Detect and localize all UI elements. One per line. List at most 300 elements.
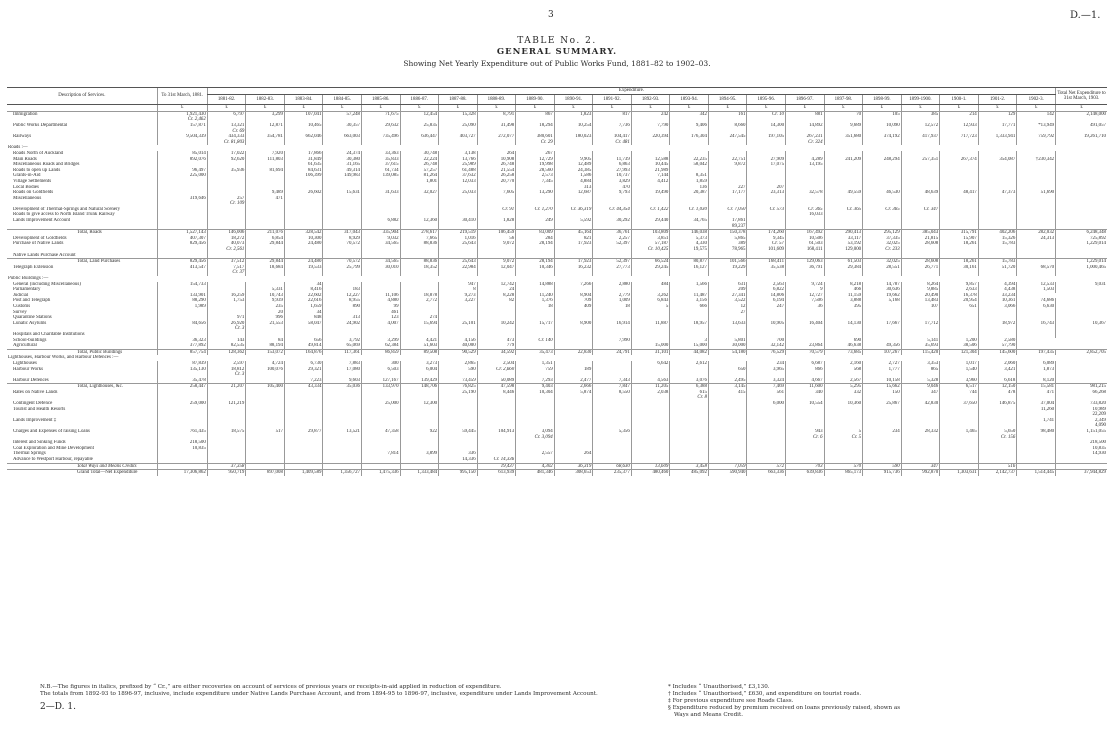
value: 3,421 [1004, 366, 1016, 372]
table-cell [516, 463, 555, 470]
table-cell [157, 418, 207, 429]
table-cell [978, 134, 1017, 145]
value: 19,998 [539, 162, 553, 168]
table-cell [593, 470, 632, 476]
value: 317,043 [344, 230, 360, 236]
table-cell [708, 463, 747, 470]
table-cell [747, 196, 786, 207]
value: 27 [740, 309, 746, 315]
value: 127,167 [382, 377, 399, 383]
row-label: Local Bodies [13, 184, 39, 190]
table-cell [670, 196, 709, 207]
value: 6,517 [965, 384, 977, 390]
table-cell [940, 470, 979, 476]
value: 21,207 [230, 384, 245, 390]
value: 3,299 [387, 337, 399, 343]
unit-cell: £ [747, 105, 786, 112]
value: 865 [930, 366, 939, 372]
value: 207 [776, 184, 785, 190]
table-cell [786, 265, 825, 276]
table-cell [824, 470, 863, 476]
table-cell [1017, 463, 1056, 470]
table-cell [362, 321, 401, 332]
value: 27,341 [732, 292, 746, 298]
value: 10,465 [308, 122, 322, 128]
value: 1,229,014 [1086, 259, 1106, 265]
value: 139,085 [382, 173, 399, 179]
table-cell [554, 123, 593, 134]
table-cell [1017, 265, 1056, 276]
value: 7,605 [503, 190, 515, 196]
table-cell [1017, 470, 1056, 476]
value: 17,923 [577, 241, 592, 247]
table-cell [157, 470, 207, 476]
value: 37,004 [1040, 401, 1055, 407]
table-cell [284, 218, 323, 230]
table-cell [246, 470, 285, 476]
value: 105,400 [267, 384, 283, 390]
table-row [7, 429, 1107, 440]
value: 12,489 [577, 162, 592, 168]
value: 1,200 [965, 337, 977, 343]
table-cell [901, 470, 940, 476]
table-cell [824, 218, 863, 230]
table-cell [708, 196, 747, 207]
value: 61,734 [385, 167, 399, 173]
value: 6,089 [1043, 360, 1055, 366]
table-cell [157, 463, 207, 470]
table-cell [940, 367, 979, 378]
row-label: Survey [13, 309, 27, 315]
value: 7,736 [618, 122, 630, 128]
table-cell [362, 218, 401, 230]
value: 18,972 [1001, 320, 1016, 326]
value: 817 [622, 111, 630, 117]
row-label: Miscellaneous [13, 195, 42, 201]
table-cell [1017, 429, 1056, 440]
value: 7,920 [271, 150, 283, 156]
table-cell [708, 429, 747, 440]
row-label: Total, Roads [7, 230, 157, 236]
value: 3,138 [464, 150, 476, 156]
value: 278,617 [421, 230, 438, 236]
value: 1,229,014 [1086, 241, 1106, 247]
value: 821 [583, 235, 592, 241]
value: 106,399 [305, 173, 322, 179]
credit-value: Cr. 69 [232, 128, 245, 134]
value: 9,489 [271, 190, 283, 196]
table-cell [901, 111, 940, 123]
table-cell [863, 241, 902, 252]
value: 15,907 [963, 235, 977, 241]
table-cell [400, 123, 439, 134]
table-cell [207, 241, 246, 252]
value: 516 [1007, 463, 1016, 469]
value: 7,790 [657, 122, 669, 128]
table-cell [516, 407, 555, 418]
value: 176,304 [691, 134, 707, 140]
signature-mark: 2—D. 1. [40, 702, 76, 712]
table-cell [157, 367, 207, 378]
footnote-4: § Expenditure reduced by premium received on loans previously raised, shown as [668, 705, 901, 711]
value: 2,727 [888, 360, 900, 366]
value: 6,388 [695, 384, 707, 390]
value: 1,333,941 [995, 134, 1016, 140]
value: 35,538 [770, 264, 785, 270]
value: 40,000 [462, 343, 476, 349]
row-label: Immigration [13, 111, 38, 117]
value: 47,373 [1001, 190, 1016, 196]
value: 19,533 [308, 264, 322, 270]
value: 3,145 [734, 384, 746, 390]
row-label: Total, Public Buildings [7, 349, 157, 355]
value: 1,859 [695, 178, 707, 184]
value: 6,882 [387, 218, 399, 224]
value: 9,872 [734, 162, 746, 168]
value: 14,888 [539, 281, 553, 287]
table-row [7, 265, 1107, 276]
value: 20,387 [693, 190, 707, 196]
value: 267,231 [806, 134, 823, 140]
value: 1,777 [888, 366, 900, 372]
table-cell [631, 134, 670, 145]
value: 30,292 [616, 218, 630, 224]
value: 29,245 [654, 264, 669, 270]
value: 11,487 [693, 292, 707, 298]
value: 995,150 [459, 470, 476, 476]
table-cell [477, 196, 516, 207]
value: 121,219 [228, 401, 245, 407]
table-cell [978, 470, 1017, 476]
table-cell [1017, 218, 1056, 230]
table-row [7, 321, 1107, 332]
value: 922 [429, 429, 438, 435]
value: 3,888 [850, 298, 862, 304]
table-cell [516, 418, 555, 429]
table-cell [978, 241, 1017, 252]
value: 18,261 [963, 241, 977, 247]
value: 11,205 [655, 384, 669, 390]
table-cell [863, 470, 902, 476]
table-cell [863, 218, 902, 230]
row-label: Roads on Goldfields [13, 190, 54, 196]
table-cell [284, 390, 323, 401]
value: 857,754 [189, 349, 206, 355]
value: 892,076 [189, 156, 206, 162]
table-cell [207, 390, 246, 401]
table-cell [323, 390, 362, 401]
value: 14,787 [886, 281, 900, 287]
table-cell [978, 218, 1017, 230]
value: 4,007 [387, 320, 399, 326]
unit-cell: £ [284, 105, 323, 112]
value: 47,598 [500, 384, 515, 390]
value: 2,148,000 [1086, 111, 1106, 117]
row-label: Lands Improvement Account [13, 218, 71, 224]
table-cell [207, 429, 246, 440]
table-cell [978, 321, 1017, 332]
row-label: Grand Total—Net Expenditure [7, 470, 157, 476]
table-cell [207, 418, 246, 429]
unit-cell: £ [400, 105, 439, 112]
value: 733,820 [1090, 401, 1106, 407]
table-cell [708, 390, 747, 401]
header-year: 1889-90. [516, 94, 555, 105]
header-year: 1886-87. [400, 94, 439, 105]
value: 189 [583, 366, 592, 372]
value: 12,454 [423, 111, 438, 117]
table-cell [362, 367, 401, 378]
table-cell [1017, 134, 1056, 145]
table-cell [940, 123, 979, 134]
table-cell [670, 218, 709, 230]
value: 86,859 [385, 349, 399, 355]
value: 5,328 [927, 377, 939, 383]
credit-value: Cr. 1,422 [650, 206, 669, 212]
table-cell [863, 463, 902, 470]
value: 28,560 [539, 167, 553, 173]
value: 35,478 [192, 377, 206, 383]
value: 13,290 [539, 190, 553, 196]
table-cell [516, 111, 555, 123]
value: 7,343 [618, 377, 630, 383]
value: 1,741 [1043, 417, 1055, 423]
table-cell [940, 265, 979, 276]
table-cell [708, 265, 747, 276]
value: 167,492 [806, 230, 823, 236]
value: 4,438 [1004, 287, 1016, 293]
value: 135,130 [189, 366, 206, 372]
value: 7,814 [387, 451, 399, 457]
value: 471 [1046, 389, 1055, 395]
table-cell [516, 470, 555, 476]
value: 2,666 [580, 384, 592, 390]
table-cell [284, 367, 323, 378]
table-cell [207, 407, 246, 418]
table-cell [207, 196, 246, 207]
value: 2,504 [503, 360, 515, 366]
value: †230,342 [1035, 156, 1055, 162]
value: 568 [853, 366, 862, 372]
row-label: Parliamentary [13, 287, 41, 293]
value: 561 [776, 389, 785, 395]
value: 16,127 [693, 264, 707, 270]
table-cell [940, 463, 979, 470]
table-row [7, 196, 1107, 207]
table-cell [670, 265, 709, 276]
value: 16,914 [616, 320, 630, 326]
value: 650 [738, 366, 746, 372]
value: 17,667 [886, 320, 900, 326]
value: 354,781 [267, 134, 283, 140]
table-cell [439, 367, 478, 378]
table-cell [786, 123, 825, 134]
value: 107,267 [883, 349, 900, 355]
value: 690 [853, 337, 862, 343]
value: 9,857 [965, 281, 977, 287]
row-label: Lands Improvement ‡ [13, 417, 57, 423]
value: 300 [391, 360, 399, 366]
value: 59,445 [462, 429, 476, 435]
value: 5,295 [850, 384, 862, 390]
value: 5,356 [618, 429, 630, 435]
value: 1,828 [503, 218, 515, 224]
table-cell [477, 418, 516, 429]
value: 656 [314, 337, 322, 343]
value: 106,459 [498, 230, 515, 236]
value: 517 [275, 429, 283, 435]
value: 62,384 [385, 343, 399, 349]
value: 22,224 [423, 156, 438, 162]
table-cell [516, 265, 555, 276]
table-cell [1056, 321, 1107, 332]
row-label: Contingent Defence [13, 401, 53, 407]
table-cell [477, 111, 516, 123]
value: 35,833 [385, 156, 399, 162]
table-cell [554, 134, 593, 145]
value: 2,880 [618, 281, 630, 287]
value: 308,653 [575, 470, 592, 476]
table-cell [786, 321, 825, 332]
value: 20,954 [963, 298, 977, 304]
value: 779 [506, 343, 515, 349]
value: 115,420 [922, 349, 939, 355]
value: 129,000 [845, 247, 862, 253]
header-year: 1902-3. [1017, 94, 1056, 105]
value: 25,000 [385, 401, 399, 407]
table-cell [824, 390, 863, 401]
value: 107 [930, 303, 939, 309]
value: 46,638 [847, 343, 862, 349]
table-cell [284, 418, 323, 429]
value: 2,038 [657, 389, 669, 395]
table-cell [824, 407, 863, 418]
value: 9,273 [464, 292, 476, 298]
table-cell [284, 321, 323, 332]
table-cell [708, 111, 747, 123]
table-cell [516, 134, 555, 145]
table-cell [207, 367, 246, 378]
value: 37,335 [886, 235, 900, 241]
table-cell [1056, 134, 1107, 145]
header-year: 1885-86. [362, 94, 401, 105]
value: 8,791 [503, 111, 515, 117]
value: 24,902 [346, 320, 360, 326]
value: 82 [509, 298, 515, 304]
value: 10,506 [809, 235, 823, 241]
table-cell [786, 390, 825, 401]
value: 11,260 [1040, 406, 1055, 412]
notes-block [40, 684, 600, 698]
value: 897,008 [267, 470, 283, 476]
row-label: Rates on Native Lands [13, 389, 58, 395]
value: 4,156 [464, 337, 476, 343]
table-cell [863, 134, 902, 145]
value: 11,739 [616, 156, 630, 162]
value: 154,733 [189, 281, 206, 287]
table-cell [593, 218, 632, 230]
expenditure-table [7, 87, 1107, 476]
value: 9,793 [618, 190, 630, 196]
value: 590 [892, 463, 900, 469]
value: 58,042 [693, 162, 707, 168]
value: 37,650 [963, 401, 977, 407]
value: 17,923 [577, 259, 592, 265]
value: 3,522 [734, 298, 746, 304]
value: 2,142,737 [995, 470, 1016, 476]
value: 49,559 [847, 190, 862, 196]
value: 44,082 [693, 349, 707, 355]
header-year: 1897-98. [824, 94, 863, 105]
table-cell [439, 429, 478, 440]
table-cell [477, 429, 516, 440]
value: 3,299 [271, 111, 283, 117]
value: 5,801 [734, 337, 746, 343]
table-cell [400, 463, 439, 470]
value: 27,909 [770, 156, 785, 162]
table-cell [670, 407, 709, 418]
table-cell [246, 429, 285, 440]
table-cell [978, 367, 1017, 378]
value: 484 [661, 281, 669, 287]
value: 149,983 [344, 173, 360, 179]
value: 267,374 [960, 156, 977, 162]
value: 1,503 [1043, 287, 1055, 293]
unit-cell: £ [477, 105, 516, 112]
value: 5,865 [734, 235, 746, 241]
footnote-3: ‡ For previous expenditure see Roads Class. [668, 698, 794, 704]
table-cell [477, 367, 516, 378]
table-cell [439, 241, 478, 252]
value: 570 [853, 463, 862, 469]
table-cell [708, 367, 747, 378]
value: 3,960 [965, 377, 977, 383]
row-label: Roads to open up Lands [13, 167, 61, 173]
table-cell [362, 111, 401, 123]
unit-cell: £ [978, 105, 1017, 112]
table-cell [786, 429, 825, 440]
value: 10,989 [1092, 406, 1106, 412]
header-year: 1898-99. [863, 94, 902, 105]
header-year: 1891-92. [593, 94, 632, 105]
table-cell [477, 407, 516, 418]
value: 272,077 [498, 134, 515, 140]
value: 52,397 [616, 259, 630, 265]
value: 58,047 [308, 320, 322, 326]
value: 101,609 [768, 247, 785, 253]
value: 6,642 [657, 360, 669, 366]
table-cell [901, 196, 940, 207]
table-cell [362, 123, 401, 134]
value: 12,360 [423, 218, 438, 224]
row-label: Total Ways and Means Credits [7, 463, 157, 470]
value: 3 [704, 337, 707, 343]
value: 50,089 [500, 377, 515, 383]
table-cell [631, 218, 670, 230]
value: 12,588 [654, 156, 669, 162]
unit-cell: £ [1056, 105, 1107, 112]
value: 18 [547, 303, 553, 309]
value: 17,861 [732, 218, 746, 224]
value: 10,554 [809, 401, 823, 407]
table-cell [246, 134, 285, 145]
value: 259,000 [189, 401, 206, 407]
row-label: Hospitals and Charitable Institutions [13, 331, 85, 337]
value: 14,806 [770, 292, 785, 298]
value: 6,194 [773, 298, 785, 304]
value: 35,036 [346, 384, 360, 390]
value: 36,761 [616, 230, 630, 236]
